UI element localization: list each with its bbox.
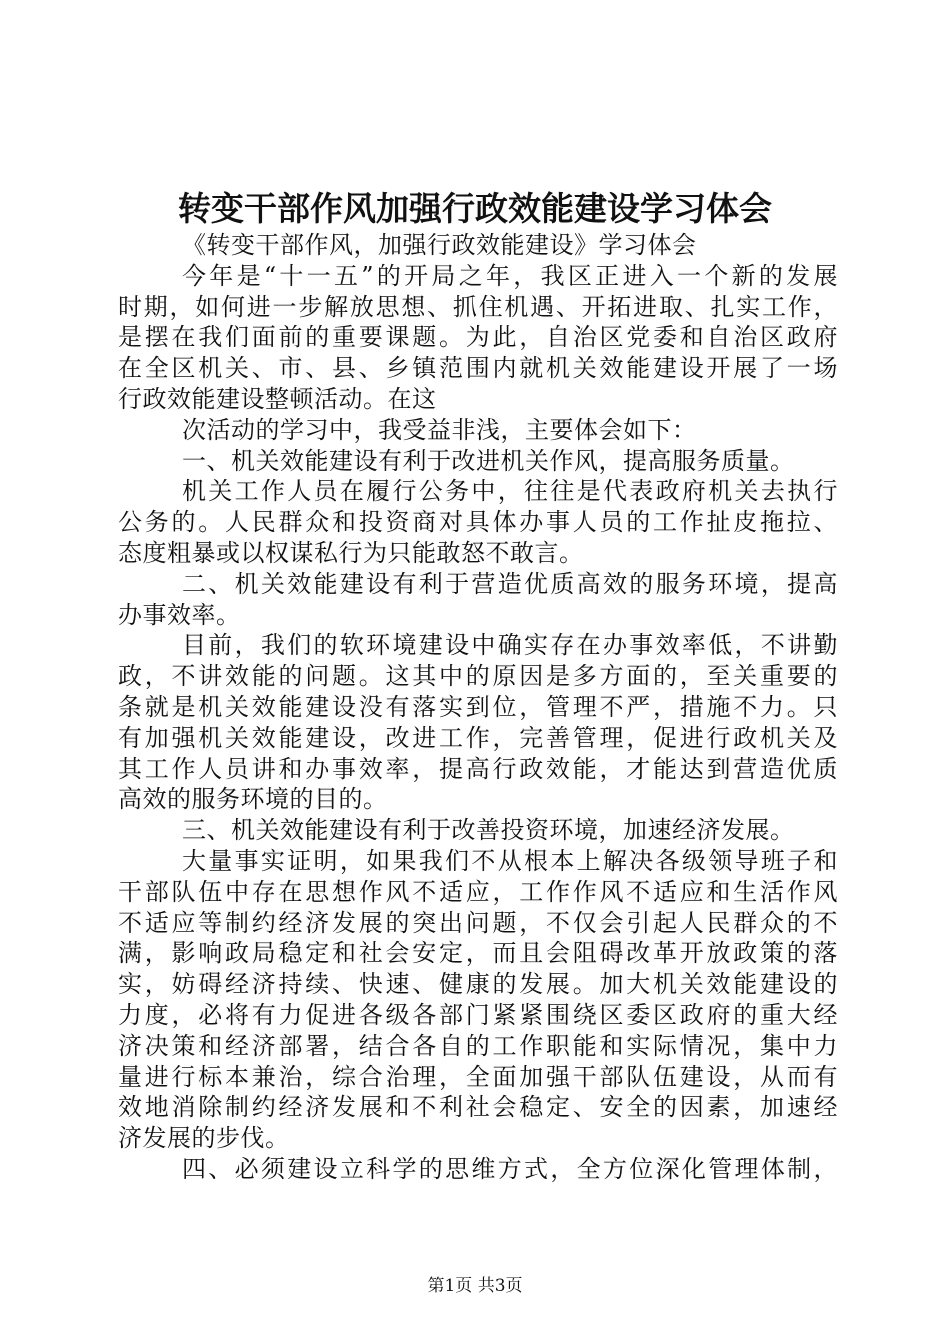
text-line: 力度，必将有力促进各级各部门紧紧围绕区委区政府的重大经 (118, 1000, 838, 1029)
text-line: 四、必须建设立科学的思维方式，全方位深化管理体制， (182, 1154, 838, 1183)
text-line: 行政效能建设整顿活动。在这 (118, 384, 437, 413)
document-title: 转变干部作风加强行政效能建设学习体会 (178, 189, 772, 228)
text-line: 态度粗暴或以权谋私行为只能敢怒不敢言。 (118, 538, 584, 567)
text-line: 不适应等制约经济发展的突出问题，不仅会引起人民群众的不 (118, 908, 838, 937)
text-line: 是摆在我们面前的重要课题。为此，自治区党委和自治区政府 (118, 323, 838, 352)
text-line: 高效的服务环境的目的。 (118, 785, 388, 814)
text-line: 其工作人员讲和办事效率，提高行政效能，才能达到营造优质 (118, 754, 838, 783)
text-line: 一、机关效能建设有利于改进机关作风，提高服务质量。 (182, 446, 795, 475)
text-line: 济发展的步伐。 (118, 1124, 290, 1153)
text-line: 实，妨碍经济持续、快速、健康的发展。加大机关效能建设的 (118, 970, 838, 999)
text-line: 机关工作人员在履行公务中，往往是代表政府机关去执行 (182, 477, 838, 506)
page-footer: 第1页 共3页 (427, 1276, 523, 1296)
text-line: 大量事实证明，如果我们不从根本上解决各级领导班子和 (182, 846, 838, 875)
text-line: 政，不讲效能的问题。这其中的原因是多方面的，至关重要的 (118, 662, 838, 691)
text-line: 条就是机关效能建设没有落实到位，管理不严，措施不力。只 (118, 692, 838, 721)
text-line: 济决策和经济部署，结合各自的工作职能和实际情况，集中力 (118, 1031, 838, 1060)
text-line: 次活动的学习中，我受益非浅，主要体会如下： (182, 415, 697, 444)
text-line: 有加强机关效能建设，改进工作，完善管理，促进行政机关及 (118, 723, 838, 752)
text-line: 干部队伍中存在思想作风不适应，工作作风不适应和生活作风 (118, 877, 838, 906)
text-line: 量进行标本兼治，综合治理，全面加强干部队伍建设，从而有 (118, 1062, 838, 1091)
document-body (118, 230, 838, 1185)
text-line: 在全区机关、市、县、乡镇范围内就机关效能建设开展了一场 (118, 354, 838, 383)
text-line: 办事效率。 (118, 600, 241, 629)
text-line: 目前，我们的软环境建设中确实存在办事效率低，不讲勤 (182, 631, 838, 660)
text-line: 满，影响政局稳定和社会安定，而且会阻碍改革开放政策的落 (118, 939, 838, 968)
text-line: 《转变干部作风，加强行政效能建设》学习体会 (182, 231, 697, 259)
text-line: 时期，如何进一步解放思想、抓住机遇、开拓进取、扎实工作， (118, 292, 838, 321)
text-line: 三、机关效能建设有利于改善投资环境，加速经济发展。 (182, 816, 795, 845)
text-line: 今年是“十一五”的开局之年，我区正进入一个新的发展 (182, 261, 838, 290)
text-line: 公务的。人民群众和投资商对具体办事人员的工作扯皮拖拉、 (118, 508, 838, 537)
text-line: 二、机关效能建设有利于营造优质高效的服务环境，提高 (182, 569, 838, 598)
text-line: 效地消除制约经济发展和不利社会稳定、安全的因素，加速经 (118, 1093, 838, 1122)
